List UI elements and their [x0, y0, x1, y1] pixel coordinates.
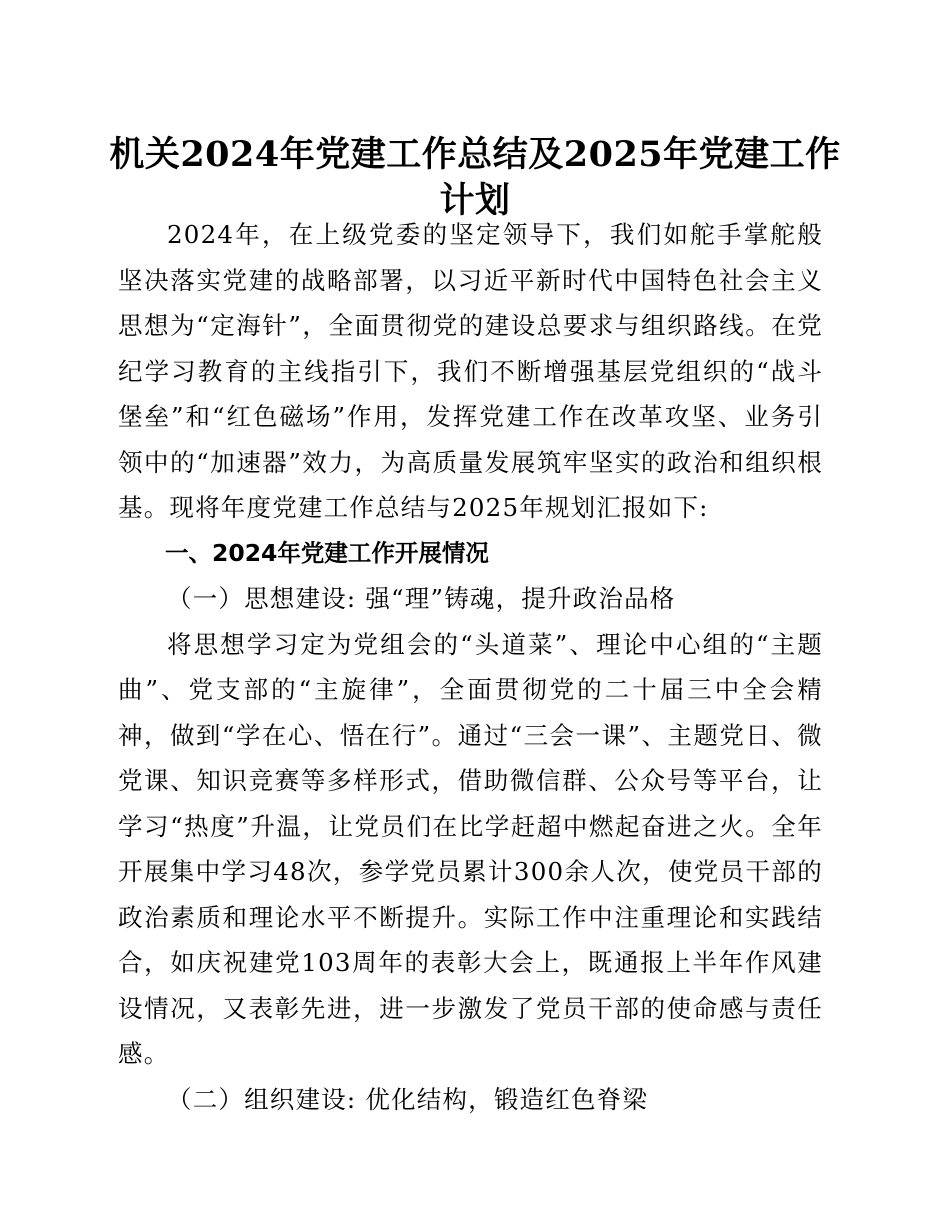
document-body [118, 212, 823, 1122]
subsection-heading-1: （一）思想建设: 强“理”铸魂，提升政治品格 [167, 584, 676, 613]
intro-paragraph: 2024年，在上级党委的坚定领导下，我们如舵手掌舵般坚决落实党建的战略部署，以习近平新时代中国特色社会主义思想为“定海针”，全面贯彻党的建设总要求与组织路线。在党纪学习教育的主线指引下，我们不断增强基层党组织的“战斗堡垒”和“红色磁场”作用，发挥党建工作在改革攻坚、业务引领中的“加速器”效力，为高质量发展筑牢坚实的政治和组织根基。现将年度党建工作总结与2025年规划汇报如下: [118, 220, 823, 522]
section-heading-1: 一、2024年党建工作开展情况 [165, 538, 489, 567]
subsection-1-paragraph: 将思想学习定为党组会的“头道菜”、理论中心组的“主题曲”、党支部的“主旋律”，全面贯彻党的二十届三中全会精神，做到“学在心、悟在行”。通过“三会一课”、主题党日、微党课、知识竞赛等多样形式，借助微信群、公众号等平台，让学习“热度”升温，让党员们在比学赶超中燃起奋进之火。全年开展集中学习48次，参学党员累计300余人次，使党员干部的政治素质和理论水平不断提升。实际工作中注重理论和实践结合，如庆祝建党103周年的表彰大会上，既通报上半年作风建设情况，又表彰先进，进一步激发了党员干部的使命感与责任感。 [118, 629, 823, 1068]
page-title: 机关2024年党建工作总结及2025年党建工作计划 [109, 134, 841, 221]
subsection-heading-2: （二）组织建设: 优化结构，锻造红色脊梁 [167, 1084, 649, 1114]
